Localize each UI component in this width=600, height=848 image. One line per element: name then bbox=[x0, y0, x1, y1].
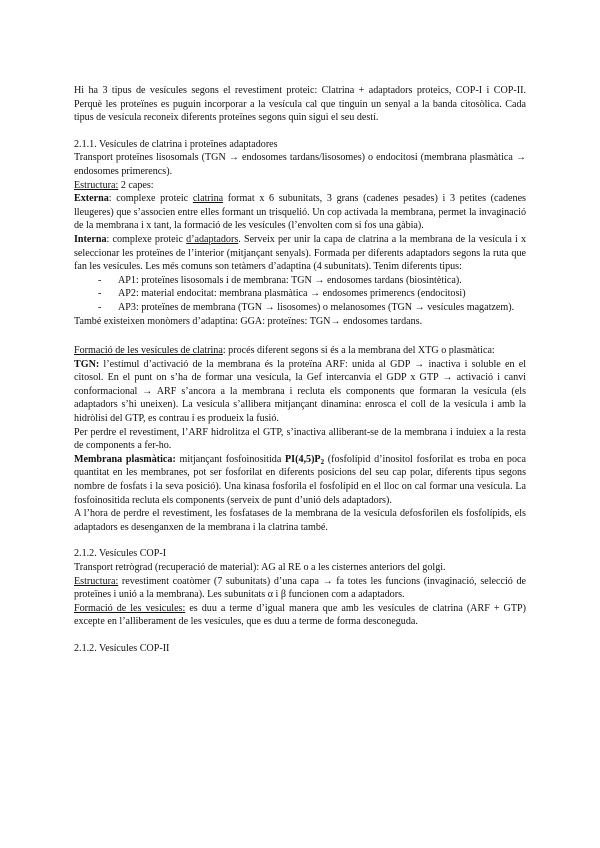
list-item-text: AP3: proteïnes de membrana (TGN → lisosomes) o melanosomes (TGN → vesícules magatzem). bbox=[118, 301, 515, 313]
copi-formation-paragraph bbox=[74, 602, 526, 629]
coat-loss-paragraph: Per perdre el revestiment, l’ARF hidrolitza el GTP, s’inactiva alliberant-se de la membrana i induiex a la resta de components a fer-ho. bbox=[74, 426, 526, 452]
pip2-label bbox=[285, 454, 324, 465]
list-item-text: AP2: material endocitat: membrana plasmàtica → endosomes primerencs (endocitosi) bbox=[118, 288, 466, 300]
clathrin-structure-line bbox=[74, 179, 526, 193]
section-heading-copii: 2.1.2. Vesícules COP-II bbox=[74, 642, 170, 654]
internal-label: Interna bbox=[74, 233, 107, 245]
plasma-membrane-text-b: (fosfolípid d’inositol fosforilat es troba en poca quantitat en les membranes, pot ser fosforilat en diferents posicions del seu cap polar, diferents tipus segons nombre de fosfats i la seva posició). Una kinasa fosforila el fosfolípid en el lloc on cal formar una vesícula. La fosfoinositida recluta els components (serveix de punt d’unió dels adaptadors). bbox=[74, 453, 526, 506]
clathrin-transport-paragraph: Transport proteïnes lisosomals (TGN → endosomes tardans/lisosomes) o endocitosi (membrana plasmàtica → endosomes primerencs). bbox=[74, 152, 526, 177]
list-item bbox=[98, 301, 526, 315]
dash-marker: - bbox=[98, 274, 102, 286]
external-layer-paragraph bbox=[74, 192, 526, 233]
adaptin-list bbox=[74, 274, 526, 315]
tgn-label: TGN: bbox=[74, 358, 100, 370]
list-item bbox=[98, 274, 526, 288]
clatrina-term: clatrina bbox=[192, 193, 224, 205]
pip2-subscript: 2 bbox=[320, 457, 325, 466]
internal-text-b: . Serveix per unir la capa de clatrina a la membrana de la vesícula i x seleccionar les proteïnes de l’interior (mitjançant senyals). Formada per diferents adaptadors segons la ruta que fan les vesícules. Les més comuns son tetàmers d’adaptina (4 subunitats). Tenim diferents tipus: bbox=[74, 233, 527, 273]
dash-marker: - bbox=[98, 288, 102, 300]
plasma-membrane-label: Membrana plasmàtica: bbox=[74, 453, 176, 465]
formation-title: Formació de les vesícules de clatrina bbox=[74, 345, 223, 357]
external-text-a: : complexe proteic bbox=[108, 193, 193, 205]
phosphatase-paragraph: A l’hora de perdre el revestiment, les fosfatases de la membrana de la vesícula defosforilen els fosfolípids, els adaptadors es desenganxen de la membrana i la clatrina també. bbox=[74, 508, 526, 533]
section-heading-clathrin: 2.1.1. Vesícules de clatrina i proteïnes adaptadores bbox=[74, 138, 278, 150]
formation-intro-text: : procés diferent segons si és a la membrana del XTG o plasmàtica: bbox=[222, 345, 495, 357]
internal-layer-paragraph bbox=[74, 233, 526, 274]
structure-label: Estructura: bbox=[74, 179, 119, 191]
external-label: Externa bbox=[74, 193, 109, 205]
external-text-b: format x 6 subunitats, 3 grans (cadenes pesades) i 3 petites (cadenes lleugeres) que s’associen entre elles formant un trisquelió. Un cop activada la membrana, permet la invaginació de la membrana i x tant, la formació de les vesícules (l’envolten com si fos una gàbia). bbox=[74, 193, 526, 232]
list-item bbox=[98, 287, 526, 301]
adaptadors-term: d’adaptadors bbox=[186, 233, 239, 245]
formation-intro-paragraph bbox=[74, 344, 526, 358]
copi-structure-paragraph bbox=[74, 575, 526, 602]
monomers-paragraph: També existeixen monòmers d’adaptina: GGA: proteïnes: TGN→ endosomes tardans. bbox=[74, 315, 423, 327]
copi-transport-paragraph: Transport retrògrad (recuperació de material): AG al RE o a les cisternes anteriors del golgi. bbox=[74, 562, 446, 573]
copi-structure-text: revestiment coatòmer (7 subunitats) d’una capa → fa totes les funcions (invaginació, selecció de proteïnes i unió a la membrana). Les subunitats α i β funcionen com a adaptadors. bbox=[74, 575, 526, 601]
tgn-text: l’estímul d’activació de la membrana és la proteïna ARF: unida al GDP → inactiva i soluble en el citosol. En el punt on s’ha de formar una vesícula, la Gef intercanvia el GDP x GTP → activació i canvi conformacional → ARF s’ancora a la membrana i recluta els components que formaran la vesícula (els adaptadors s’hi uneixen). La vesícula s’allibera mitjançant dinamina: enrosca el coll de la vesícula i amb la hidròlisi del GTP, es contrau i es produeix la fusió. bbox=[74, 358, 526, 425]
plasma-membrane-text-a: mitjançant fosfoinositida bbox=[175, 453, 285, 465]
pip2-text: PI(4,5)P bbox=[285, 453, 321, 465]
list-item-text: AP1: proteïnes lisosomals i de membrana: TGN → endosomes tardans (biosintètica). bbox=[118, 274, 462, 286]
dash-marker: - bbox=[98, 301, 102, 313]
intro-paragraph: Hi ha 3 tipus de vesícules segons el revestiment proteic: Clatrina + adaptadors proteics, COP-I i COP-II. Perquè les proteïnes es puguin incorporar a la vesícula cal que tinguin un senyal a la banda citosòlica. Cada tipus de vesícula reconeix diferents proteïnes segons quin sigui el seu destí. bbox=[74, 85, 526, 124]
internal-text-a: : complexe proteic bbox=[106, 233, 187, 245]
copi-structure-label: Estructura: bbox=[74, 575, 119, 587]
structure-text: 2 capes: bbox=[118, 179, 154, 191]
document-body bbox=[74, 84, 526, 656]
copi-formation-text: es duu a terme d’igual manera que amb les vesícules de clatrina (ARF + GTP) excepte en l’alliberament de les vesícules, que es duu a terme de forma desconeguda. bbox=[74, 602, 526, 628]
section-heading-copi: 2.1.2. Vesícules COP-I bbox=[74, 548, 167, 560]
copi-formation-label: Formació de les vesicules: bbox=[74, 602, 186, 614]
plasma-membrane-paragraph bbox=[74, 453, 526, 507]
tgn-paragraph bbox=[74, 358, 526, 426]
